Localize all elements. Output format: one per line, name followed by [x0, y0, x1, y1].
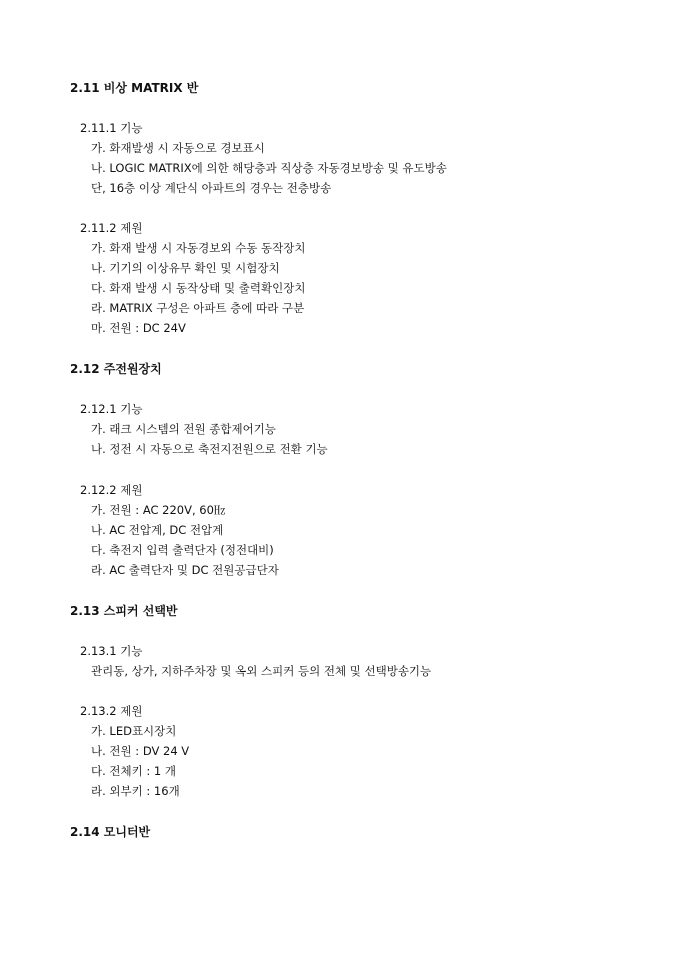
- list-item: 나. 기기의 이상유무 확인 및 시험장치: [91, 261, 280, 275]
- subsection-heading: 2.11.1 기능: [80, 121, 143, 135]
- subsection-heading: 2.13.2 제원: [80, 704, 143, 718]
- subsection-heading: 2.12.2 제원: [80, 483, 143, 497]
- list-item: 가. 화재발생 시 자동으로 경보표시: [91, 141, 265, 155]
- list-item: 가. LED표시장치: [91, 724, 177, 738]
- list-item: 가. 화재 발생 시 자동경보외 수동 동작장치: [91, 241, 306, 255]
- subsection-heading: 2.11.2 제원: [80, 221, 143, 235]
- section-heading: 2.13 스피커 선택반: [70, 604, 178, 618]
- list-item: 가. 래크 시스템의 전원 종합제어기능: [91, 422, 276, 436]
- subsection-heading: 2.12.1 기능: [80, 402, 143, 416]
- section-heading: 2.12 주전원장치: [70, 362, 162, 376]
- section-heading: 2.14 모니터반: [70, 825, 151, 839]
- subsection-heading: 2.13.1 기능: [80, 644, 143, 658]
- list-item: 라. MATRIX 구성은 아파트 층에 따라 구분: [91, 301, 305, 315]
- list-item: 다. 축전지 입력 출력단자 (정전대비): [91, 543, 274, 557]
- list-item: 단, 16층 이상 계단식 아파트의 경우는 전층방송: [91, 181, 332, 195]
- list-item: 관리동, 상가, 지하주차장 및 옥외 스피커 등의 전체 및 선택방송기능: [91, 664, 432, 678]
- list-item: 나. LOGIC MATRIX에 의한 해당층과 직상층 자동경보방송 및 유도방송: [91, 161, 447, 175]
- list-item: 가. 전원 : AC 220V, 60㎐: [91, 503, 226, 517]
- list-item: 라. 외부키 : 16개: [91, 784, 180, 798]
- list-item: 다. 화재 발생 시 동작상태 및 출력확인장치: [91, 281, 306, 295]
- list-item: 나. 정전 시 자동으로 축전지전원으로 전환 기능: [91, 442, 328, 456]
- list-item: 나. AC 전압계, DC 전압계: [91, 523, 224, 537]
- list-item: 나. 전원 : DV 24 V: [91, 744, 190, 758]
- section-heading: 2.11 비상 MATRIX 반: [70, 81, 199, 95]
- list-item: 다. 전체키 : 1 개: [91, 764, 177, 778]
- list-item: 마. 전원 : DC 24V: [91, 321, 186, 335]
- list-item: 라. AC 출력단자 및 DC 전원공급단자: [91, 563, 279, 577]
